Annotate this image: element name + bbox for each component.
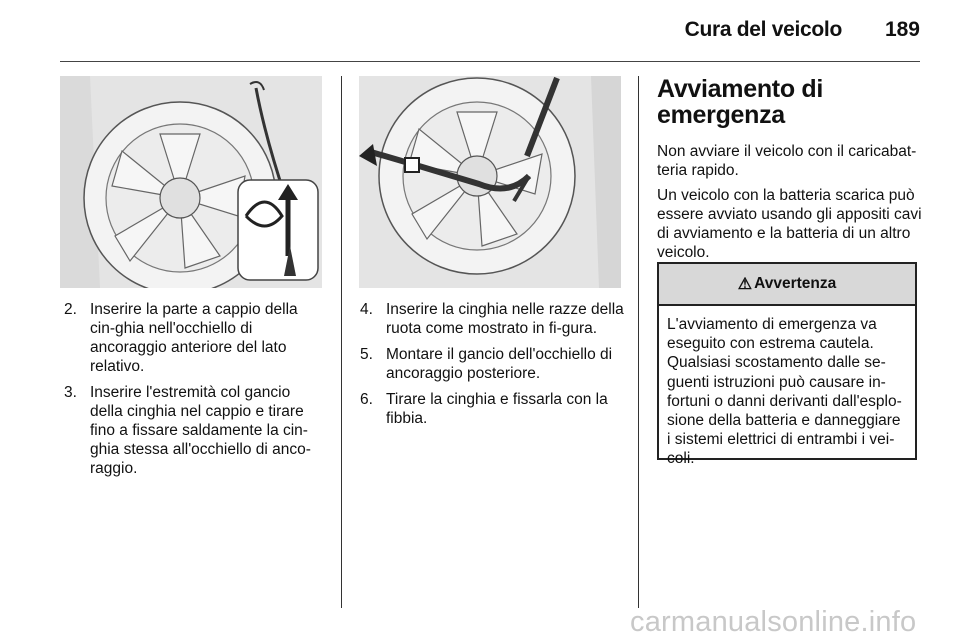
figure-strap-tension (359, 76, 621, 288)
paragraph-jump-start: Un veicolo con la batteria scarica può essere avviato usando gli appositi cavi di avviamento e la batteria di un altro veicolo. (657, 187, 922, 261)
list-item (64, 300, 326, 376)
page-header-title: Cura del veicolo (684, 18, 842, 41)
paragraph-no-fast-charger: Non avviare il veicolo con il caricabat-teria rapido. (657, 143, 917, 179)
page-number: 189 (884, 18, 920, 41)
step-number: 4. (360, 301, 373, 318)
warning-box (657, 262, 917, 468)
section-title: Avviamento di emergenza (657, 75, 824, 129)
watermark: carmanualsonline.info (630, 606, 917, 638)
step-text: Inserire la cinghia nelle razze della ruota come mostrato in fi-gura. (386, 301, 624, 337)
column-divider-2 (638, 76, 639, 608)
step-text: Inserire l'estremità col gancio della cinghia nel cappio e tirare fino a fissare saldamente la cin-ghia stessa all'occhiello di anco-raggio. (90, 384, 311, 477)
step-number: 5. (360, 346, 373, 363)
warning-header (659, 264, 915, 306)
step-text: Inserire la parte a cappio della cin-ghia nell'occhiello di ancoraggio anteriore del lato relativo. (90, 301, 298, 375)
warning-triangle-icon: ⚠ (737, 276, 753, 293)
step-number: 2. (64, 301, 77, 318)
step-text: Tirare la cinghia e fissarla con la fibbia. (386, 391, 608, 427)
step-number: 3. (64, 384, 77, 401)
step-text: Montare il gancio dell'occhiello di ancoraggio posteriore. (386, 346, 613, 382)
wheel-strap-tension-icon (359, 76, 621, 288)
steps-list-col1 (64, 300, 326, 485)
column-divider-1 (341, 76, 342, 608)
step-number: 6. (360, 391, 373, 408)
wheel-strap-loop-icon (60, 76, 322, 288)
warning-title: Avvertenza (754, 275, 837, 292)
list-item (360, 300, 625, 338)
steps-list-col2 (360, 300, 625, 435)
list-item (360, 390, 625, 428)
header-rule (60, 61, 920, 62)
figure-strap-loop (60, 76, 322, 288)
list-item (360, 345, 625, 383)
list-item (64, 383, 326, 478)
warning-text: L'avviamento di emergenza va eseguito con estrema cautela. Qualsiasi scostamento dalle se-guenti istruzioni può causare in-fortuni o danni derivanti dall'esplo-sione della batteria e danneggiare i sistemi elettrici di entrambi i vei-coli. (667, 316, 902, 468)
